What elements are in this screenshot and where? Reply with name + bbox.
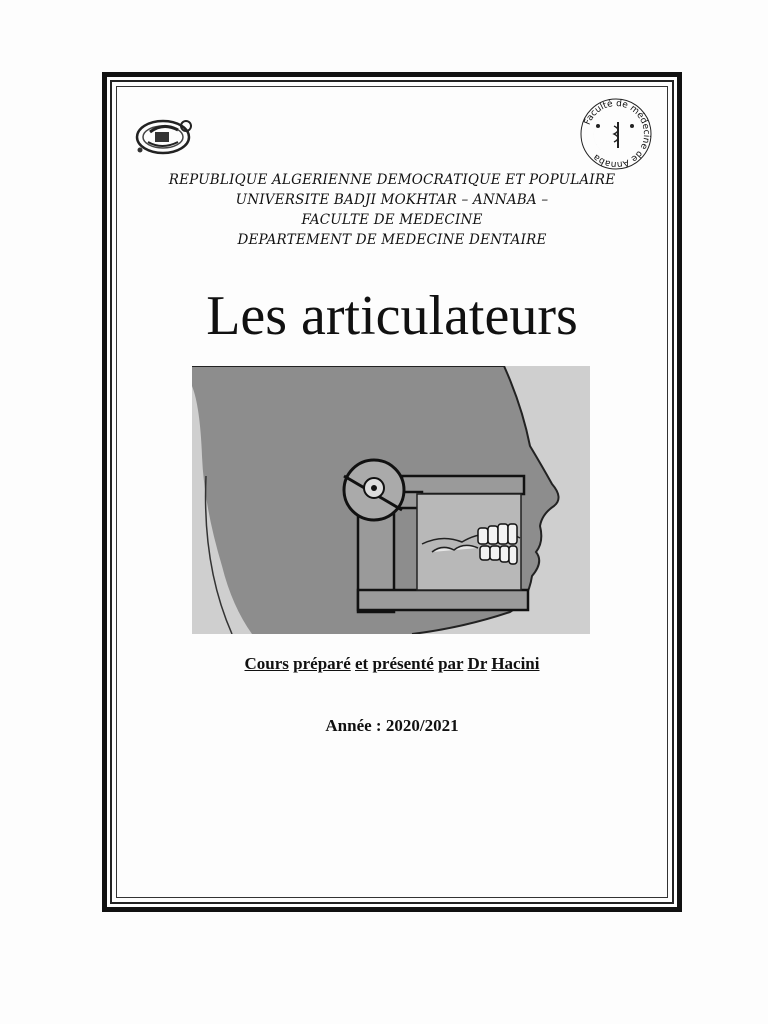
header-line-republic: REPUBLIQUE ALGERIENNE DEMOCRATIQUE ET POPULAIRE: [168, 172, 616, 188]
faculty-seal-icon: [578, 96, 654, 172]
credit-word-7: Hacini: [491, 654, 540, 673]
header-line-department: DEPARTEMENT DE MEDECINE DENTAIRE: [237, 232, 547, 248]
credit-word-6: Dr: [467, 654, 488, 673]
header-line-faculty: FACULTE DE MEDECINE: [301, 212, 483, 228]
academic-year: Année : 2020/2021: [325, 716, 459, 735]
svg-text:Faculté de médecine de Annaba: Faculté de médecine de Annaba: [582, 98, 652, 170]
credit-word-2: préparé: [293, 654, 351, 673]
articulator-illustration: [192, 366, 590, 634]
credit-word-1: Cours: [244, 654, 289, 673]
course-credit: [120, 654, 664, 674]
header-line-university: UNIVERSITE BADJI MOKHTAR – ANNABA –: [235, 192, 549, 208]
institution-header: [120, 170, 664, 250]
credit-word-5: par: [438, 654, 464, 673]
credit-word-4: présenté: [372, 654, 434, 673]
university-logo-icon: [128, 112, 198, 162]
credit-word-3: et: [355, 654, 369, 673]
document-title: Les articulateurs: [206, 285, 578, 347]
